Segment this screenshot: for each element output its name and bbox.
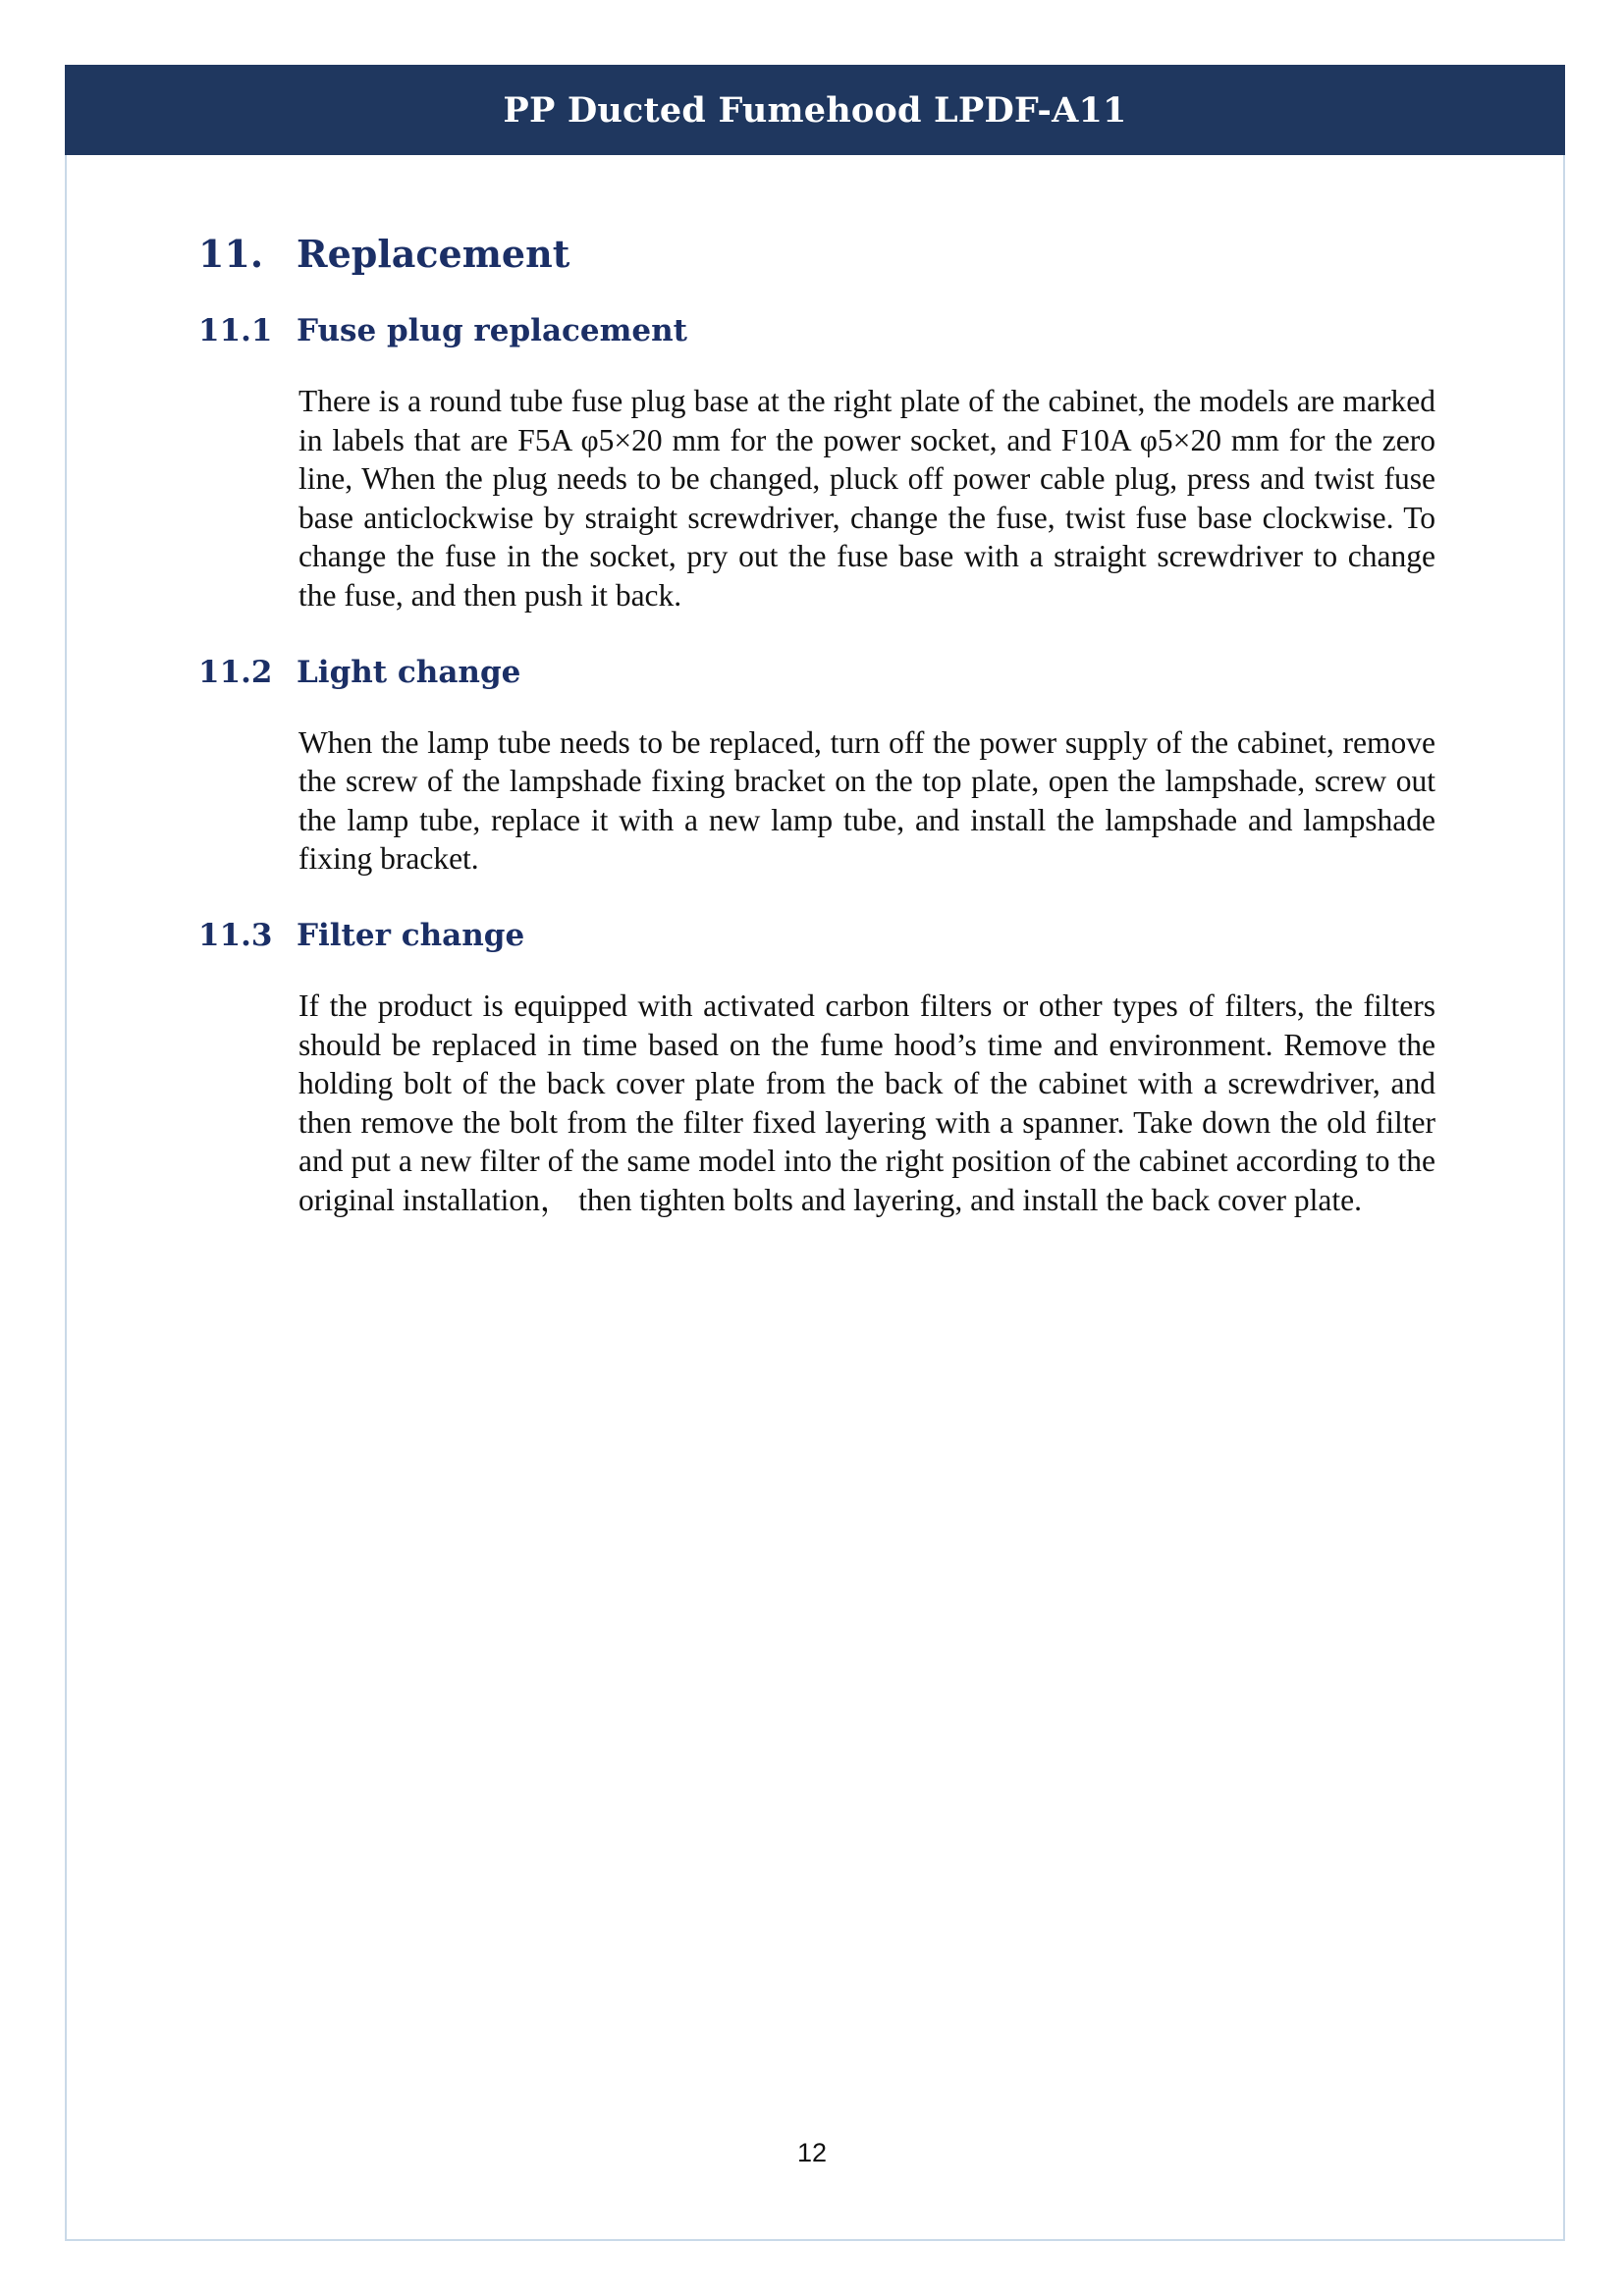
section-number: 11. xyxy=(198,232,264,276)
document-title: PP Ducted Fumehood LPDF-A11 xyxy=(503,89,1127,131)
paragraph-light-change: When the lamp tube needs to be replaced, turn off the power supply of the cabinet, remove the screw of the lampshade fixing bracket on the top plate, open the lampshade, screw out the lamp tube, replace it with a new lamp tube, and install the lampshade and lampshade fixing bracket. xyxy=(298,724,1435,877)
subsection-heading-filter xyxy=(198,918,1435,953)
subsection-number: 11.2 xyxy=(198,654,273,690)
subsection-number: 11.1 xyxy=(198,313,273,348)
subsection-number: 11.3 xyxy=(198,917,273,953)
paragraph-filter-change: If the product is equipped with activated carbon filters or other types of filters, the filters should be replaced in time based on the fume hood’s time and environment. Remove the holding bolt of the back cover plate from the back of the cabinet with a screwdriver, and then remove the bolt from the filter fixed layering with a spanner. Take down the old filter and put a new filter of the same model into the right position of the cabinet according to the original installation， then tighten bolts and layering, and install the back cover plate. xyxy=(298,988,1435,1217)
section-title: Replacement xyxy=(297,232,570,276)
header-bar xyxy=(65,65,1565,155)
subsection-title: Filter change xyxy=(297,917,525,953)
subsection-title: Light change xyxy=(297,654,521,690)
section-heading xyxy=(198,232,1435,276)
subsection-heading-fuse xyxy=(198,313,1435,348)
subsection-heading-light xyxy=(198,655,1435,690)
page-number: 12 xyxy=(796,2138,828,2167)
paragraph-fuse-plug: There is a round tube fuse plug base at the right plate of the cabinet, the models are marked in labels that are F5A φ5×20 mm for the power socket, and F10A φ5×20 mm for the zero line, When the plug needs to be changed, pluck off power cable plug, press and twist fuse base anticlockwise by straight screwdriver, change the fuse, twist fuse base clockwise. To change the fuse in the socket, pry out the fuse base with a straight screwdriver to change the fuse, and then push it back. xyxy=(298,384,1435,613)
subsection-title: Fuse plug replacement xyxy=(297,313,688,348)
page-content xyxy=(198,232,1435,1259)
